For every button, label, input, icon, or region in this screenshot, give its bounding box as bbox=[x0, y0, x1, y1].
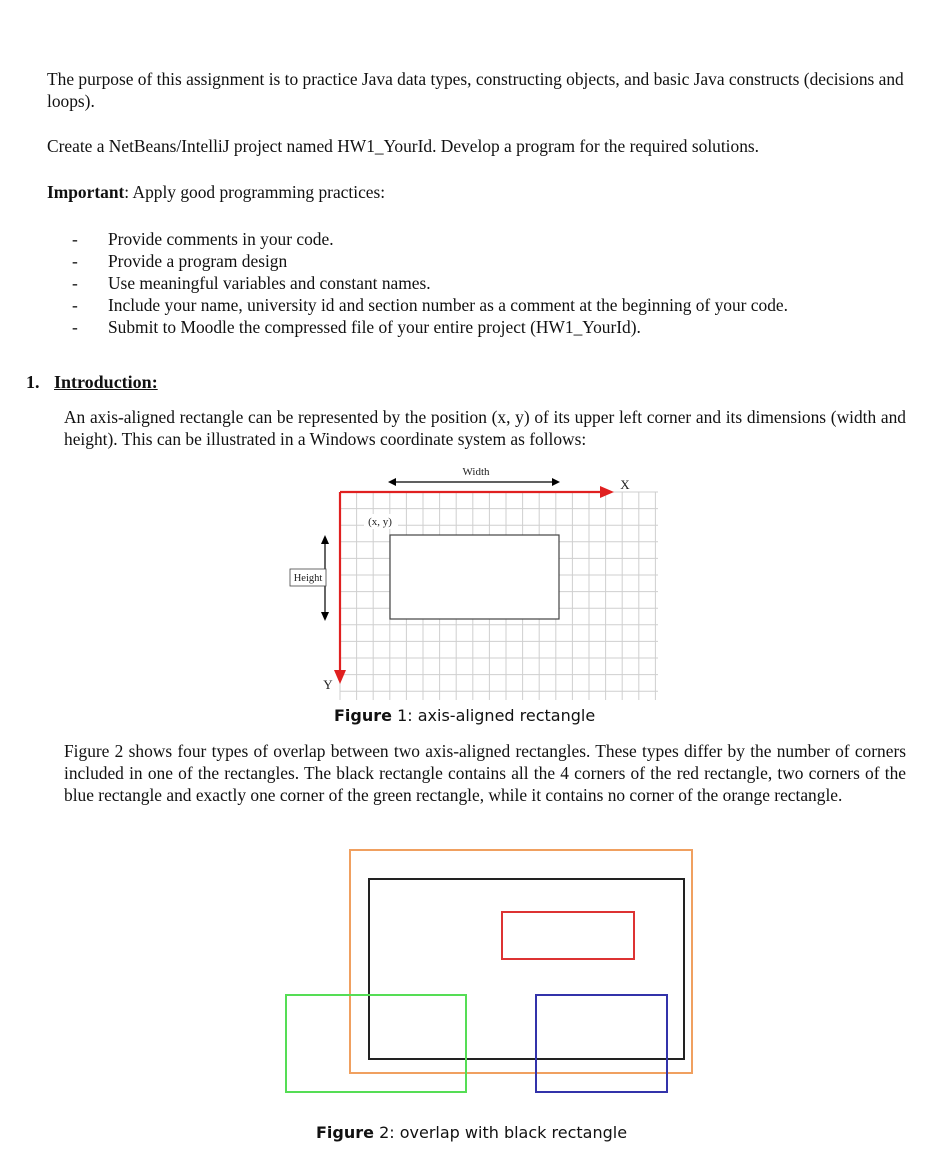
bullet-dash: - bbox=[72, 273, 78, 293]
section-number: 1. bbox=[26, 372, 40, 392]
width-label: Width bbox=[462, 466, 490, 478]
overlap-paragraph: Figure 2 shows four types of overlap between two axis-aligned rectangles. These types differ by the number of corners included in one of the rectangles. The black rectangle contains all the 4 corners of the red rectangle, two corners of the blue rectangle and exactly one corner of the green rectangle, while it contains no corner of the orange rectangle. bbox=[64, 741, 906, 805]
red-rectangle bbox=[502, 912, 634, 959]
figure1-caption-word: Figure bbox=[334, 706, 392, 725]
list-item-text: Provide a program design bbox=[108, 251, 288, 271]
intro-paragraph: An axis-aligned rectangle can be represented by the position (x, y) of its upper left corner and its dimensions (width and height). This can be illustrated in a Windows coordinate system as follows: bbox=[64, 407, 906, 449]
y-axis-label: Y bbox=[323, 677, 333, 692]
list-item-text: Submit to Moodle the compressed file of your entire project (HW1_YourId). bbox=[108, 317, 641, 337]
list-item-text: Provide comments in your code. bbox=[108, 229, 334, 249]
figure2-caption bbox=[316, 1123, 627, 1143]
x-axis-label: X bbox=[620, 477, 630, 492]
list-item-text: Include your name, university id and section number as a comment at the beginning of your code. bbox=[108, 295, 788, 315]
important-text: : Apply good programming practices: bbox=[124, 182, 386, 202]
green-rectangle bbox=[286, 995, 466, 1092]
blue-rectangle bbox=[536, 995, 667, 1092]
orange-rectangle bbox=[350, 850, 692, 1073]
bullet-dash: - bbox=[72, 295, 78, 315]
height-label: Height bbox=[293, 573, 323, 584]
figure2-caption-text: 2: overlap with black rectangle bbox=[374, 1123, 628, 1142]
important-label: Important bbox=[47, 182, 125, 202]
section-title: Introduction: bbox=[54, 372, 158, 392]
bullet-dash: - bbox=[72, 317, 78, 337]
create-project-paragraph: Create a NetBeans/IntelliJ project named HW1_YourId. Develop a program for the required solutions. bbox=[47, 136, 760, 156]
black-rectangle bbox=[369, 879, 684, 1059]
figure2-caption-word: Figure bbox=[316, 1123, 374, 1142]
purpose-paragraph: The purpose of this assignment is to practice Java data types, constructing objects, and basic Java constructs (decisions and loops). bbox=[47, 69, 904, 111]
list-item-text: Use meaningful variables and constant names. bbox=[108, 273, 431, 293]
point-label: (x, y) bbox=[368, 516, 392, 528]
bullet-dash: - bbox=[72, 251, 78, 271]
bullet-dash: - bbox=[72, 229, 78, 249]
figure1-caption-text: 1: axis-aligned rectangle bbox=[392, 706, 596, 725]
